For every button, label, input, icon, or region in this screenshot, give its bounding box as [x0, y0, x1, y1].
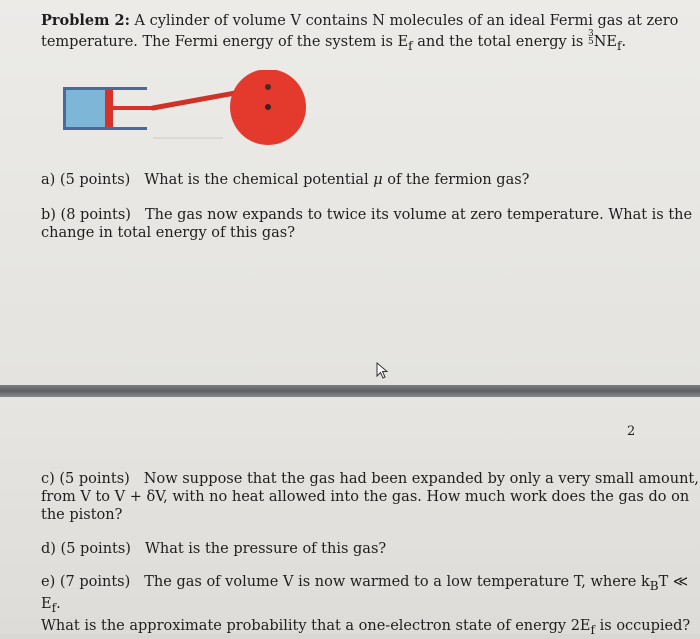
sub-f4: f [590, 622, 596, 637]
frac-den: 5 [587, 37, 594, 47]
sub-f3: f [51, 600, 57, 615]
problem-line2-mid: and the total energy is [412, 34, 588, 50]
problem-statement [41, 12, 678, 55]
piston-head [105, 90, 113, 127]
frac-num: 3 [587, 29, 594, 39]
page-divider [0, 385, 700, 397]
part-c-line2: from V to V + δV, with no heat allowed into the gas. How much work does the gas do on [41, 489, 690, 505]
part-b [41, 206, 692, 242]
part-e-label: e) (7 points) [41, 574, 131, 590]
sub-f2: f [617, 38, 622, 53]
part-c-line3: the piston? [41, 507, 123, 523]
mu-symbol: μ [373, 172, 383, 188]
part-e-line1-post: T ≪ E [41, 574, 689, 612]
problem-heading: Problem 2: [41, 12, 130, 29]
part-e-line1: The gas of volume V is now warmed to a low temperature T, where k [144, 574, 650, 590]
crank-pin [265, 84, 271, 90]
mouse-cursor-icon [376, 362, 390, 380]
part-a-text-post: of the fermion gas? [382, 172, 530, 188]
cylinder-bottom-wall [63, 127, 147, 130]
part-b-label: b) (8 points) [41, 207, 131, 223]
part-c [41, 470, 699, 524]
part-c-label: c) (5 points) [41, 471, 130, 487]
piston-rod [113, 106, 153, 110]
problem-line1: A cylinder of volume V contains N molecules of an ideal Fermi gas at zero [134, 13, 679, 29]
piston-diagram [55, 70, 315, 150]
part-a [41, 171, 529, 189]
part-d-text: What is the pressure of this gas? [144, 541, 387, 557]
part-e-line2: What is the approximate probability that a one-electron state of energy 2E [41, 617, 591, 634]
cylinder-end-wall [63, 87, 66, 130]
cylinder-top-wall [63, 87, 147, 90]
sub-b: B [649, 578, 659, 593]
problem-line2-end: . [621, 34, 627, 50]
part-d-label: d) (5 points) [41, 541, 131, 557]
part-c-line1: Now suppose that the gas had been expanded by only a very small amount, [143, 471, 699, 487]
problem-line2-post: NE [593, 34, 617, 50]
gas-region [66, 90, 105, 127]
page-number: 2 [627, 424, 636, 439]
part-e [41, 573, 700, 639]
flywheel-axle [265, 104, 271, 110]
problem-line2-pre: temperature. The Fermi energy of the system is E [41, 34, 409, 50]
part-d [41, 540, 386, 558]
part-e-line1-end: . [56, 595, 61, 612]
part-a-text-pre: What is the chemical potential [144, 172, 374, 188]
sub-f: f [408, 38, 413, 53]
part-b-line1: The gas now expands to twice its volume at zero temperature. What is the [144, 207, 693, 223]
part-e-line2-end: is occupied? [595, 617, 691, 634]
part-a-label: a) (5 points) [41, 172, 131, 188]
part-b-line2: change in total energy of this gas? [41, 225, 295, 241]
